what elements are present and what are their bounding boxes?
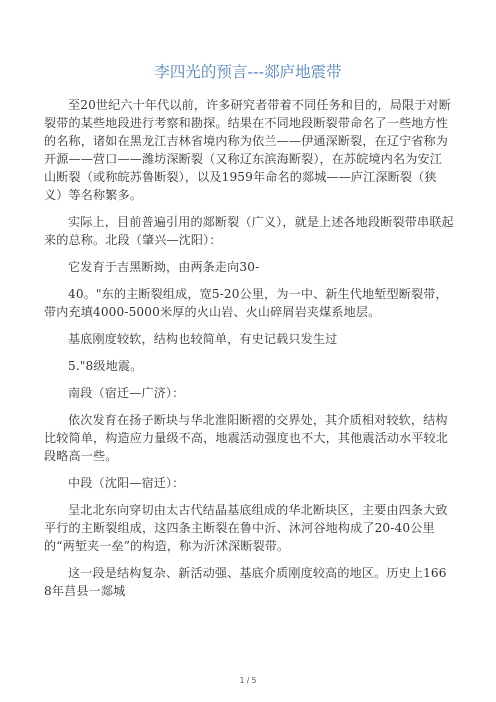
paragraph: 5."8级地震。 — [68, 359, 143, 373]
document-body — [44, 96, 454, 609]
paragraph: 40。"东的主断裂组成，宽5-20公里，为一中、新生代地堑型断裂带，带内充填4000-5000米厚的火山岩、火山碎屑岩夹煤系地层。 — [44, 287, 448, 319]
document-title: 李四光的预言---郯庐地震带 — [154, 63, 342, 81]
paragraph: 呈北北东向穿切由太古代结晶基底组成的华北断块区，主要由四条大致平行的主断裂组成，这四条主断裂在鲁中沂、沐河谷地构成了20-40公里的“两堑夹一垒”的构造，称为沂沭深断裂带。 — [44, 503, 448, 553]
paragraph: 南段（宿迁—广济）： — [68, 386, 185, 400]
paragraph: 中段（沈阳—宿迁）： — [68, 476, 185, 490]
paragraph: 依次发育在扬子断块与华北淮阳断褶的交界处，其介质相对较软，结构比较简单，构造应力量级不高，地震活动强度也不大，其他震活动水平较北段略高一些。 — [44, 413, 449, 463]
paragraph: 基底刚度较软，结构也较简单，有史记载只发生过 — [68, 332, 338, 346]
paragraph: 这一段是结构复杂、新活动强、基底介质刚度较高的地区。历史上1668年莒县一郯城 — [44, 566, 447, 598]
paragraph: 至20世纪六十年代以前，许多研究者带着不同任务和目的，局限于对断裂带的某些地段进行考察和勘探。结果在不同地段断裂带命名了一些地方性的名称，诸如在黑龙江吉林省境内称为依兰——伊通深断裂，在辽宁省称为开源——营口——潍坊深断裂（又称辽东滨海断裂），在苏皖境内名为安江山断裂（或称皖苏鲁断裂），以及1959年命名的郯城——庐江深断裂（狭义）等名称繁多。 — [44, 98, 452, 202]
paragraph: 实际上，目前普遍引用的郯断裂（广义），就是上述各地段断裂带串联起来的总称。北段（肇兴—沈阳）： — [44, 215, 454, 247]
paragraph: 它发育于吉黑断拗，由两条走向30- — [68, 260, 260, 274]
page-number: 1 / 5 — [239, 676, 257, 685]
